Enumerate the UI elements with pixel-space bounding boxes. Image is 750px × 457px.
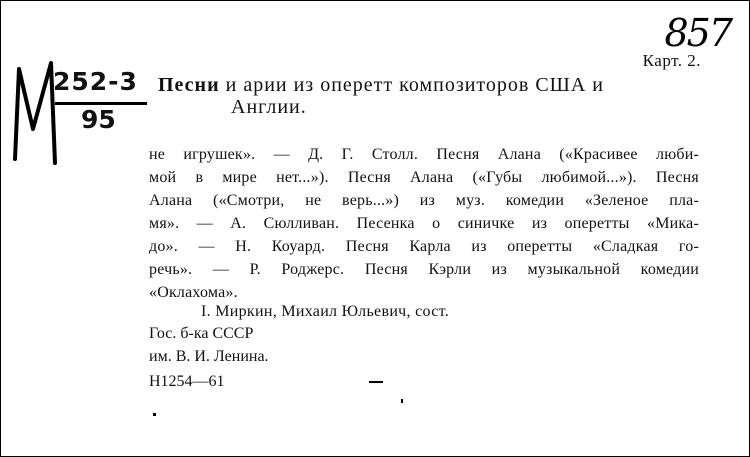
body-line: мой в мире нет...»). Песня Алана («Губы любимой...»). Песня bbox=[149, 169, 699, 186]
shelfmark-bottom: 95 bbox=[81, 105, 116, 134]
body-line: мя». — А. Сюлливан. Песенка о синичке из оперетты «Мика- bbox=[149, 215, 699, 232]
body-line: речь». — Р. Роджерс. Песня Кэрли из музыкальной комедии bbox=[149, 261, 699, 278]
library-line-2: им. В. И. Ленина. bbox=[149, 348, 269, 365]
handwritten-card-number: 857 bbox=[664, 11, 731, 55]
card-body bbox=[149, 143, 699, 304]
card-code: Н1254—61 bbox=[149, 373, 225, 390]
scan-mark bbox=[401, 399, 403, 403]
title-line-2: Англии. bbox=[231, 96, 307, 118]
scan-mark bbox=[153, 413, 156, 416]
library-line-1: Гос. б-ка СССР bbox=[149, 325, 254, 342]
scan-mark bbox=[369, 381, 383, 383]
compiler-line: I. Миркин, Михаил Юльевич, сост. bbox=[201, 303, 450, 320]
body-line: Алана («Смотри, не верь...») из муз. комедии «Зеленое пла- bbox=[149, 192, 699, 209]
body-line: не игрушек». — Д. Г. Столл. Песня Алана («Красивее люби- bbox=[149, 146, 699, 163]
card-title bbox=[158, 74, 703, 118]
title-bold: Песни bbox=[158, 74, 220, 96]
title-rest: и арии из оперетт композиторов США и bbox=[219, 74, 605, 96]
body-line: «Оклахома». bbox=[149, 284, 238, 301]
shelfmark-top: 252-3 bbox=[53, 67, 138, 96]
card-label: Карт. 2. bbox=[642, 51, 701, 70]
body-line: до». — Н. Коуард. Песня Карла из оперетты «Сладкая го- bbox=[149, 238, 699, 255]
